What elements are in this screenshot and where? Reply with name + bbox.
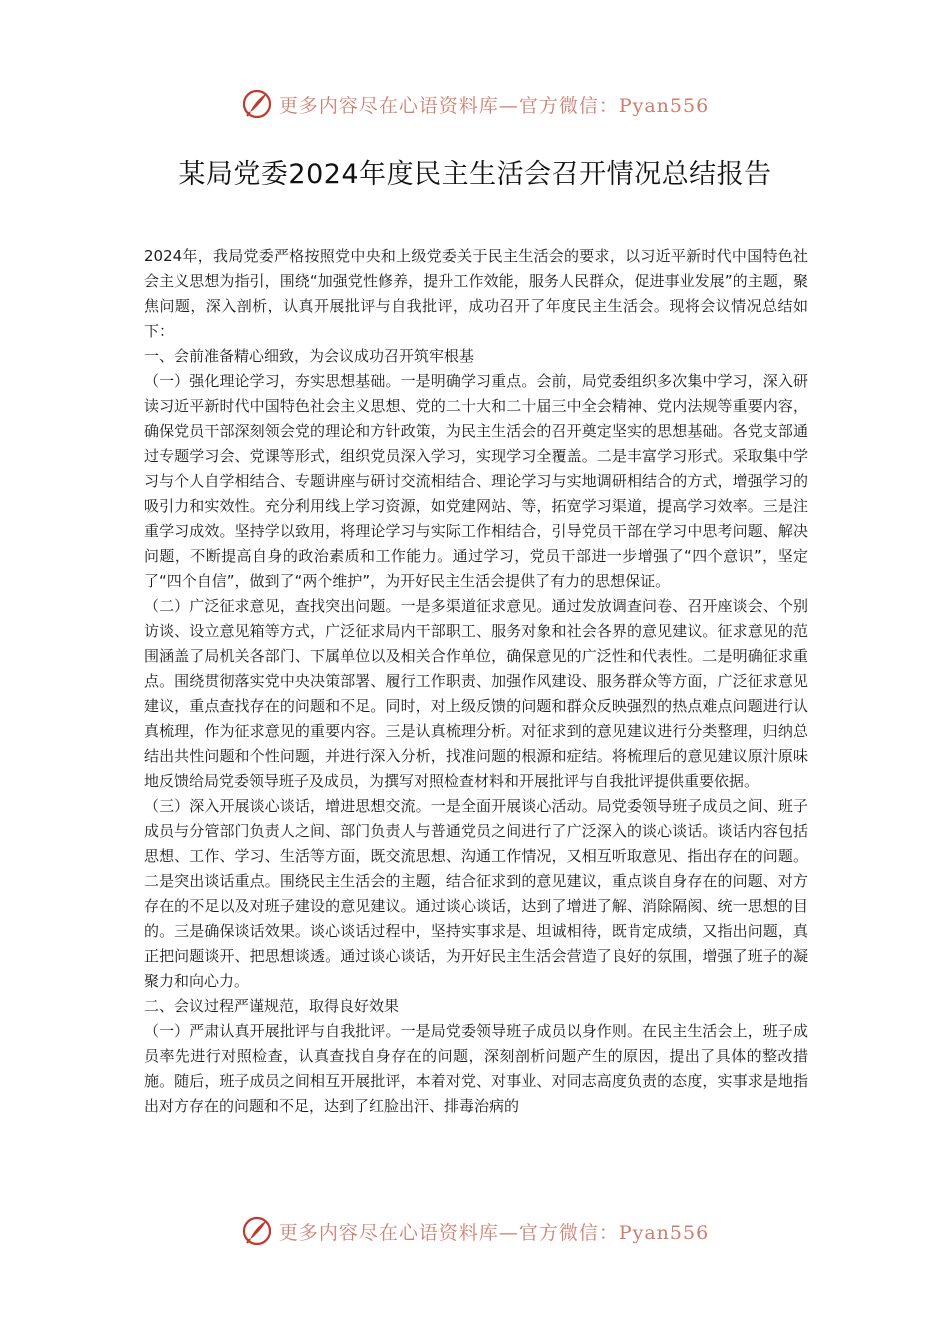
section-heading-1: 一、会前准备精心细致，为会议成功召开筑牢根基: [144, 347, 475, 365]
paragraph-1-1: （一）强化理论学习，夯实思想基础。一是明确学习重点。会前，局党委组织多次集中学习，深入研读习近平新时代中国特色社会主义思想、党的二十大和二十届三中全会精神、党内法规等重要内容，确保党员干部深刻领会党的理论和方针政策，为民主生活会的召开奠定坚实的思想基础。各党支部通过专题学习会、党课等形式，组织党员深入学习，实现学习全覆盖。二是丰富学习形式。采取集中学习与个人自学相结合、专题讲座与研讨交流相结合、理论学习与实地调研相结合的方式，增强学习的吸引力和实效性。充分利用线上学习资源，如党建网站、等，拓宽学习渠道，提高学习效率。三是注重学习成效。坚持学以致用，将理论学习与实际工作相结合，引导党员干部在学习中思考问题、解决问题，不断提高自身的政治素质和工作能力。通过学习，党员干部进一步增强了“四个意识”，坚定了“四个自信”，做到了“两个维护”，为开好民主生活会提供了有力的思想保证。: [144, 372, 808, 590]
quill-pen-logo-icon: [241, 88, 273, 120]
watermark-banner-bottom: [0, 1211, 950, 1251]
intro-paragraph: 2024年，我局党委严格按照党中央和上级党委关于民主生活会的要求，以习近平新时代中国特色社会主义思想为指引，围绕“加强党性修养，提升工作效能，服务人民群众，促进事业发展”的主题，聚焦问题，深入剖析，认真开展批评与自我批评，成功召开了年度民主生活会。现将会议情况总结如下：: [144, 247, 808, 340]
section-heading-2: 二、会议过程严谨规范，取得良好效果: [144, 997, 400, 1015]
document-title: 某局党委2024年度民主生活会召开情况总结报告: [178, 159, 772, 190]
watermark-text: 更多内容尽在心语资料库—官方微信：Pyan556: [278, 94, 710, 117]
watermark-banner-top: [0, 84, 950, 124]
watermark-text: 更多内容尽在心语资料库—官方微信：Pyan556: [278, 1221, 710, 1244]
quill-pen-logo-icon: [241, 1215, 273, 1247]
paragraph-1-2: （二）广泛征求意见，查找突出问题。一是多渠道征求意见。通过发放调查问卷、召开座谈会、个别访谈、设立意见箱等方式，广泛征求局内干部职工、服务对象和社会各界的意见建议。征求意见的范围涵盖了局机关各部门、下属单位以及相关合作单位，确保意见的广泛性和代表性。二是明确征求重点。围绕贯彻落实党中央决策部署、履行工作职责、加强作风建设、服务群众等方面，广泛征求意见建议，重点查找存在的问题和不足。同时，对上级反馈的问题和群众反映强烈的热点难点问题进行认真梳理，作为征求意见的重要内容。三是认真梳理分析。对征求到的意见建议进行分类整理，归纳总结出共性问题和个性问题，并进行深入分析，找准问题的根源和症结。将梳理后的意见建议原汁原味地反馈给局党委领导班子及成员，为撰写对照检查材料和开展批评与自我批评提供重要依据。: [144, 597, 808, 790]
document-body: [144, 244, 808, 1119]
paragraph-1-3: （三）深入开展谈心谈话，增进思想交流。一是全面开展谈心活动。局党委领导班子成员之间、班子成员与分管部门负责人之间、部门负责人与普通党员之间进行了广泛深入的谈心谈话。谈话内容包括思想、工作、学习、生活等方面，既交流思想、沟通工作情况，又相互听取意见、指出存在的问题。二是突出谈话重点。围绕民主生活会的主题，结合征求到的意见建议，重点谈自身存在的问题、对方存在的不足以及对班子建设的意见建议。通过谈心谈话，达到了增进了解、消除隔阂、统一思想的目的。三是确保谈话效果。谈心谈话过程中，坚持实事求是、坦诚相待，既肯定成绩，又指出问题，真正把问题谈开、把思想谈透。通过谈心谈话，为开好民主生活会营造了良好的氛围，增强了班子的凝聚力和向心力。: [144, 797, 808, 990]
paragraph-2-1: （一）严肃认真开展批评与自我批评。一是局党委领导班子成员以身作则。在民主生活会上，班子成员率先进行对照检查，认真查找自身存在的问题，深刻剖析问题产生的原因，提出了具体的整改措施。随后，班子成员之间相互开展批评，本着对党、对事业、对同志高度负责的态度，实事求是地指出对方存在的问题和不足，达到了红脸出汗、排毒治病的: [144, 1022, 808, 1115]
